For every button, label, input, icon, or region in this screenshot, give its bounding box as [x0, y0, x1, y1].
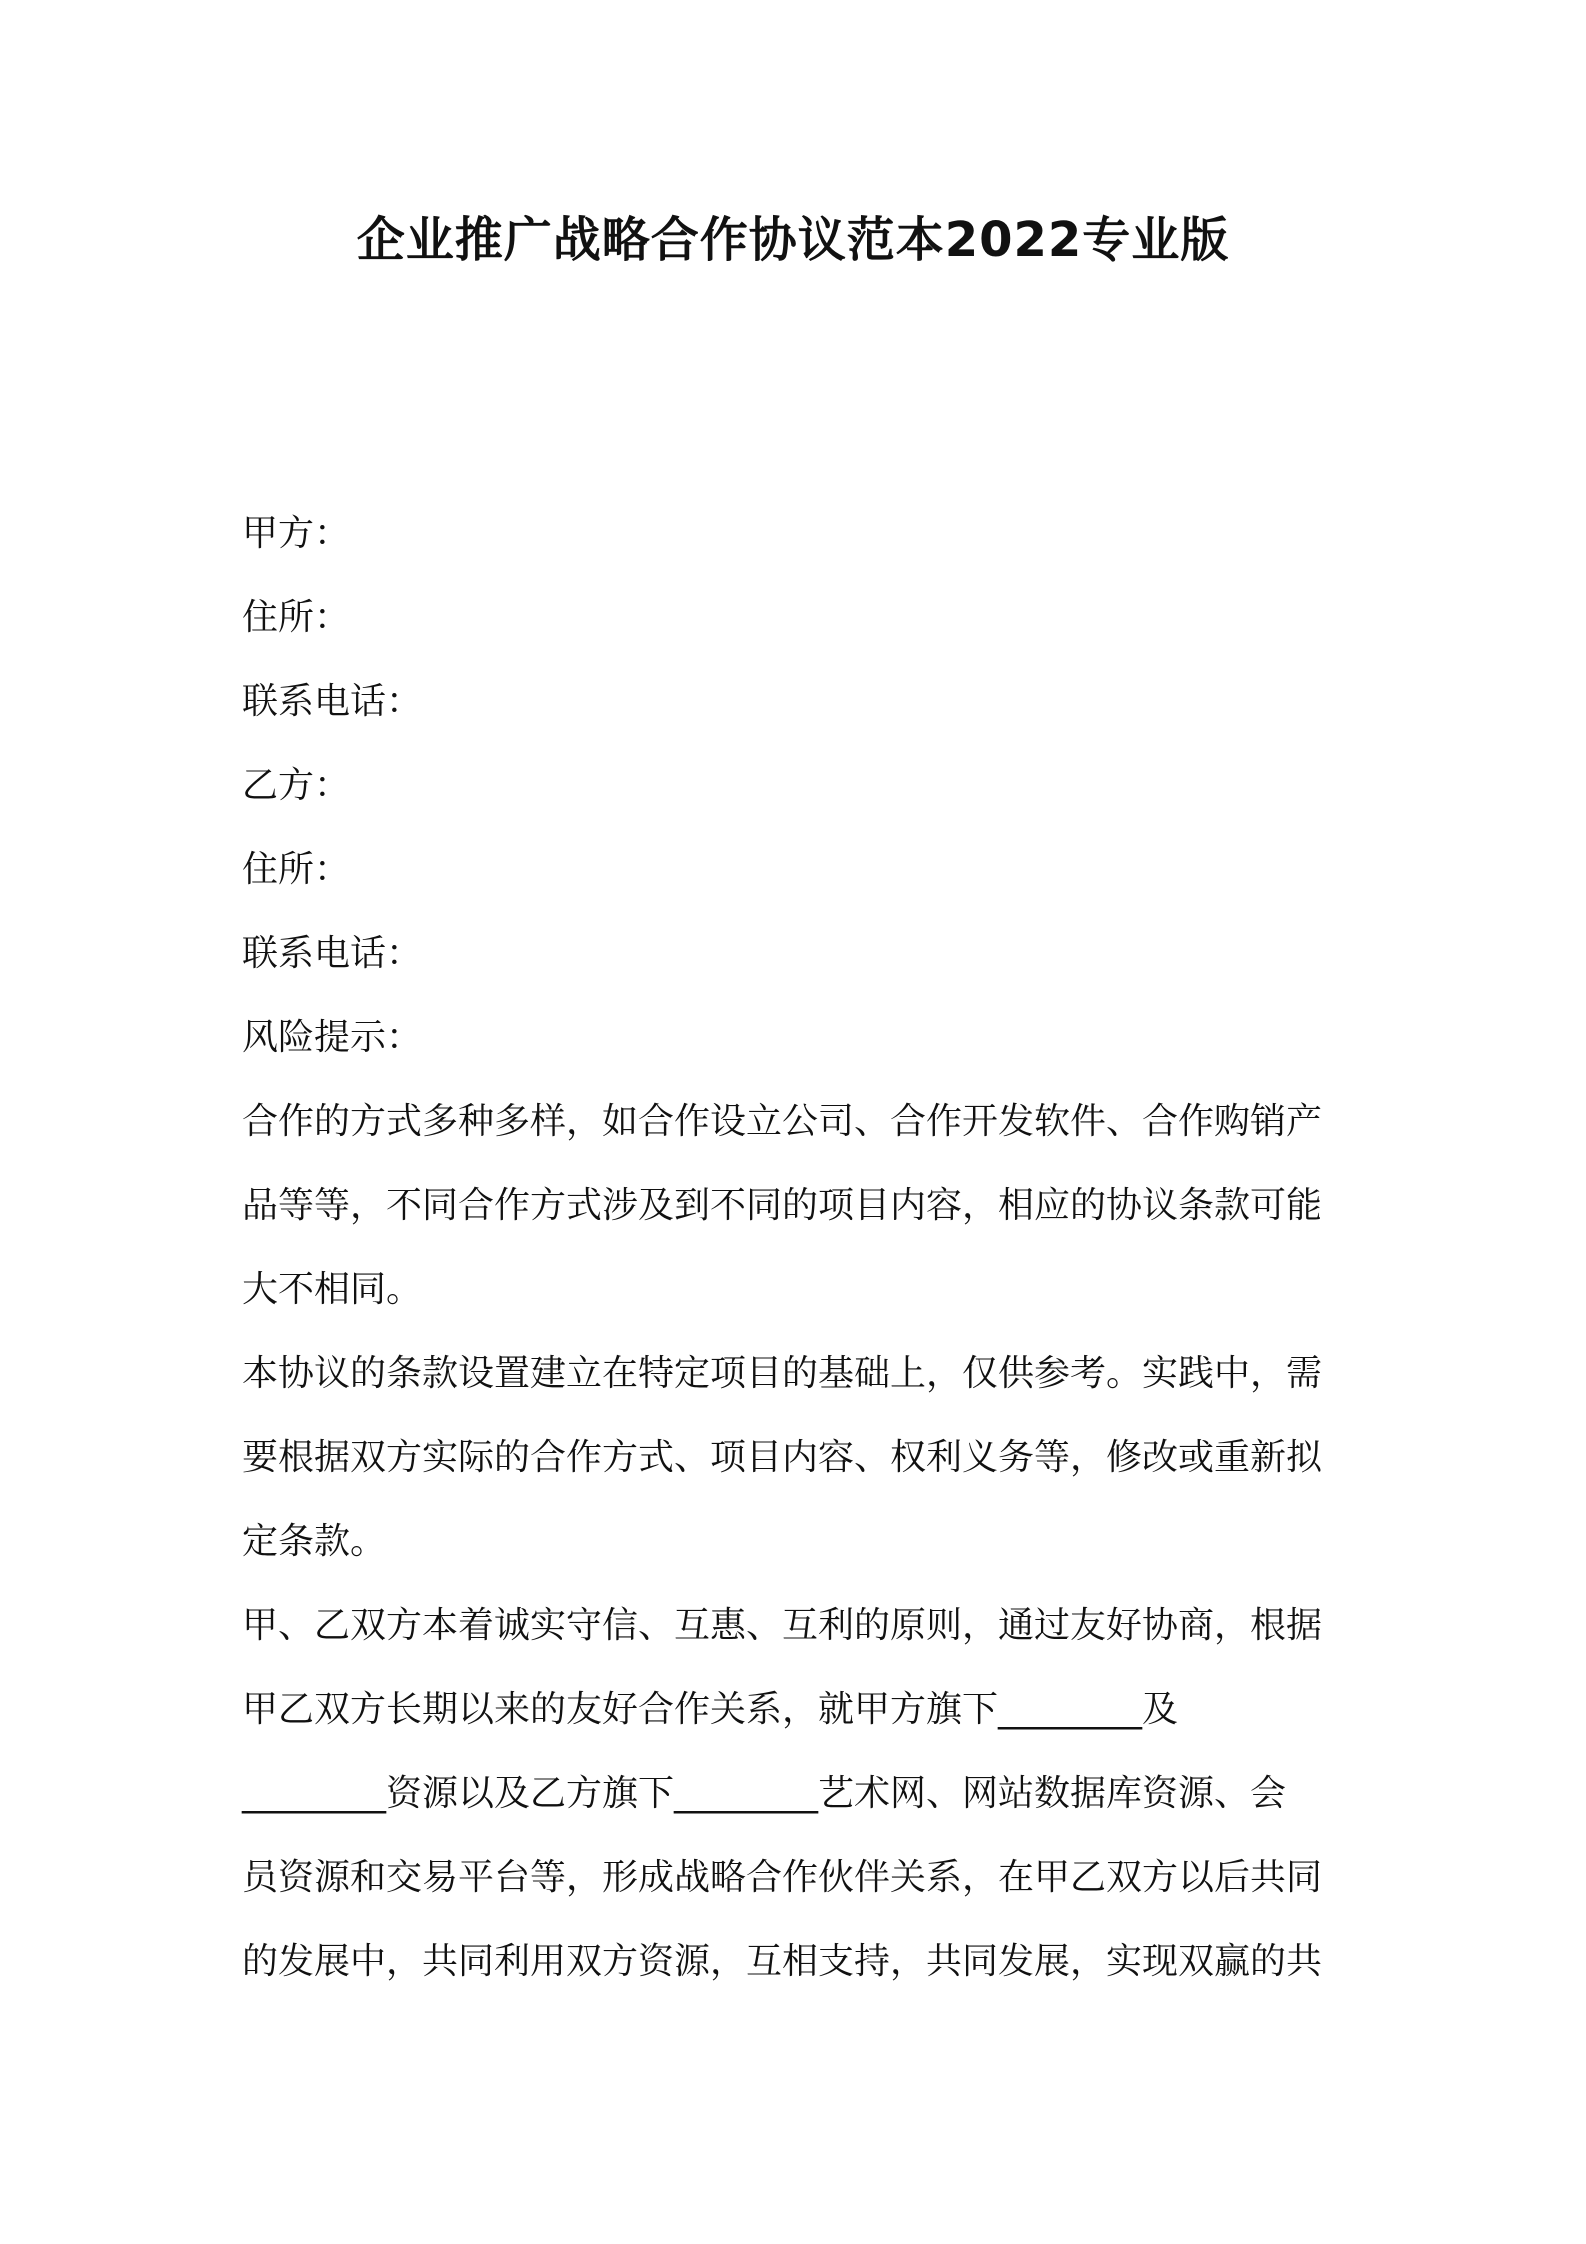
paragraph-agreement-intro — [242, 1584, 1362, 2004]
document-title: 企业推广战略合作协议范本2022专业版 — [356, 212, 1230, 268]
paragraph-reference-note — [242, 1332, 1362, 1584]
paragraph-line: ________资源以及乙方旗下________艺术网、网站数据库资源、会 — [242, 1773, 1287, 1814]
paragraph-line: 本协议的条款设置建立在特定项目的基础上，仅供参考。实践中，需 — [242, 1353, 1323, 1394]
party-b-phone-label: 联系电话： — [242, 933, 423, 974]
paragraph-line: 的发展中，共同利用双方资源，互相支持，共同发展，实现双赢的共 — [242, 1941, 1323, 1982]
party-a-phone-label: 联系电话： — [242, 681, 423, 722]
party-a-label: 甲方： — [242, 513, 351, 554]
paragraph-line: 品等等，不同合作方式涉及到不同的项目内容，相应的协议条款可能 — [242, 1185, 1323, 1226]
paragraph-line: 员资源和交易平台等，形成战略合作伙伴关系，在甲乙双方以后共同 — [242, 1857, 1323, 1898]
risk-notice-label: 风险提示： — [242, 1017, 423, 1058]
party-a-address-label: 住所： — [242, 597, 351, 638]
party-b-label: 乙方： — [242, 765, 351, 806]
party-b-address-label: 住所： — [242, 849, 351, 890]
paragraph-line: 甲、乙双方本着诚实守信、互惠、互利的原则，通过友好协商，根据 — [242, 1605, 1323, 1646]
paragraph-cooperation-methods — [242, 1080, 1362, 1332]
paragraph-line: 定条款。 — [242, 1521, 387, 1562]
paragraph-line: 合作的方式多种多样，如合作设立公司、合作开发软件、合作购销产 — [242, 1101, 1323, 1142]
paragraph-line: 要根据双方实际的合作方式、项目内容、权利义务等，修改或重新拟 — [242, 1437, 1323, 1478]
paragraph-line: 大不相同。 — [242, 1269, 423, 1310]
paragraph-line: 甲乙双方长期以来的友好合作关系，就甲方旗下________及 — [242, 1689, 1179, 1730]
document-body — [242, 492, 1362, 2004]
